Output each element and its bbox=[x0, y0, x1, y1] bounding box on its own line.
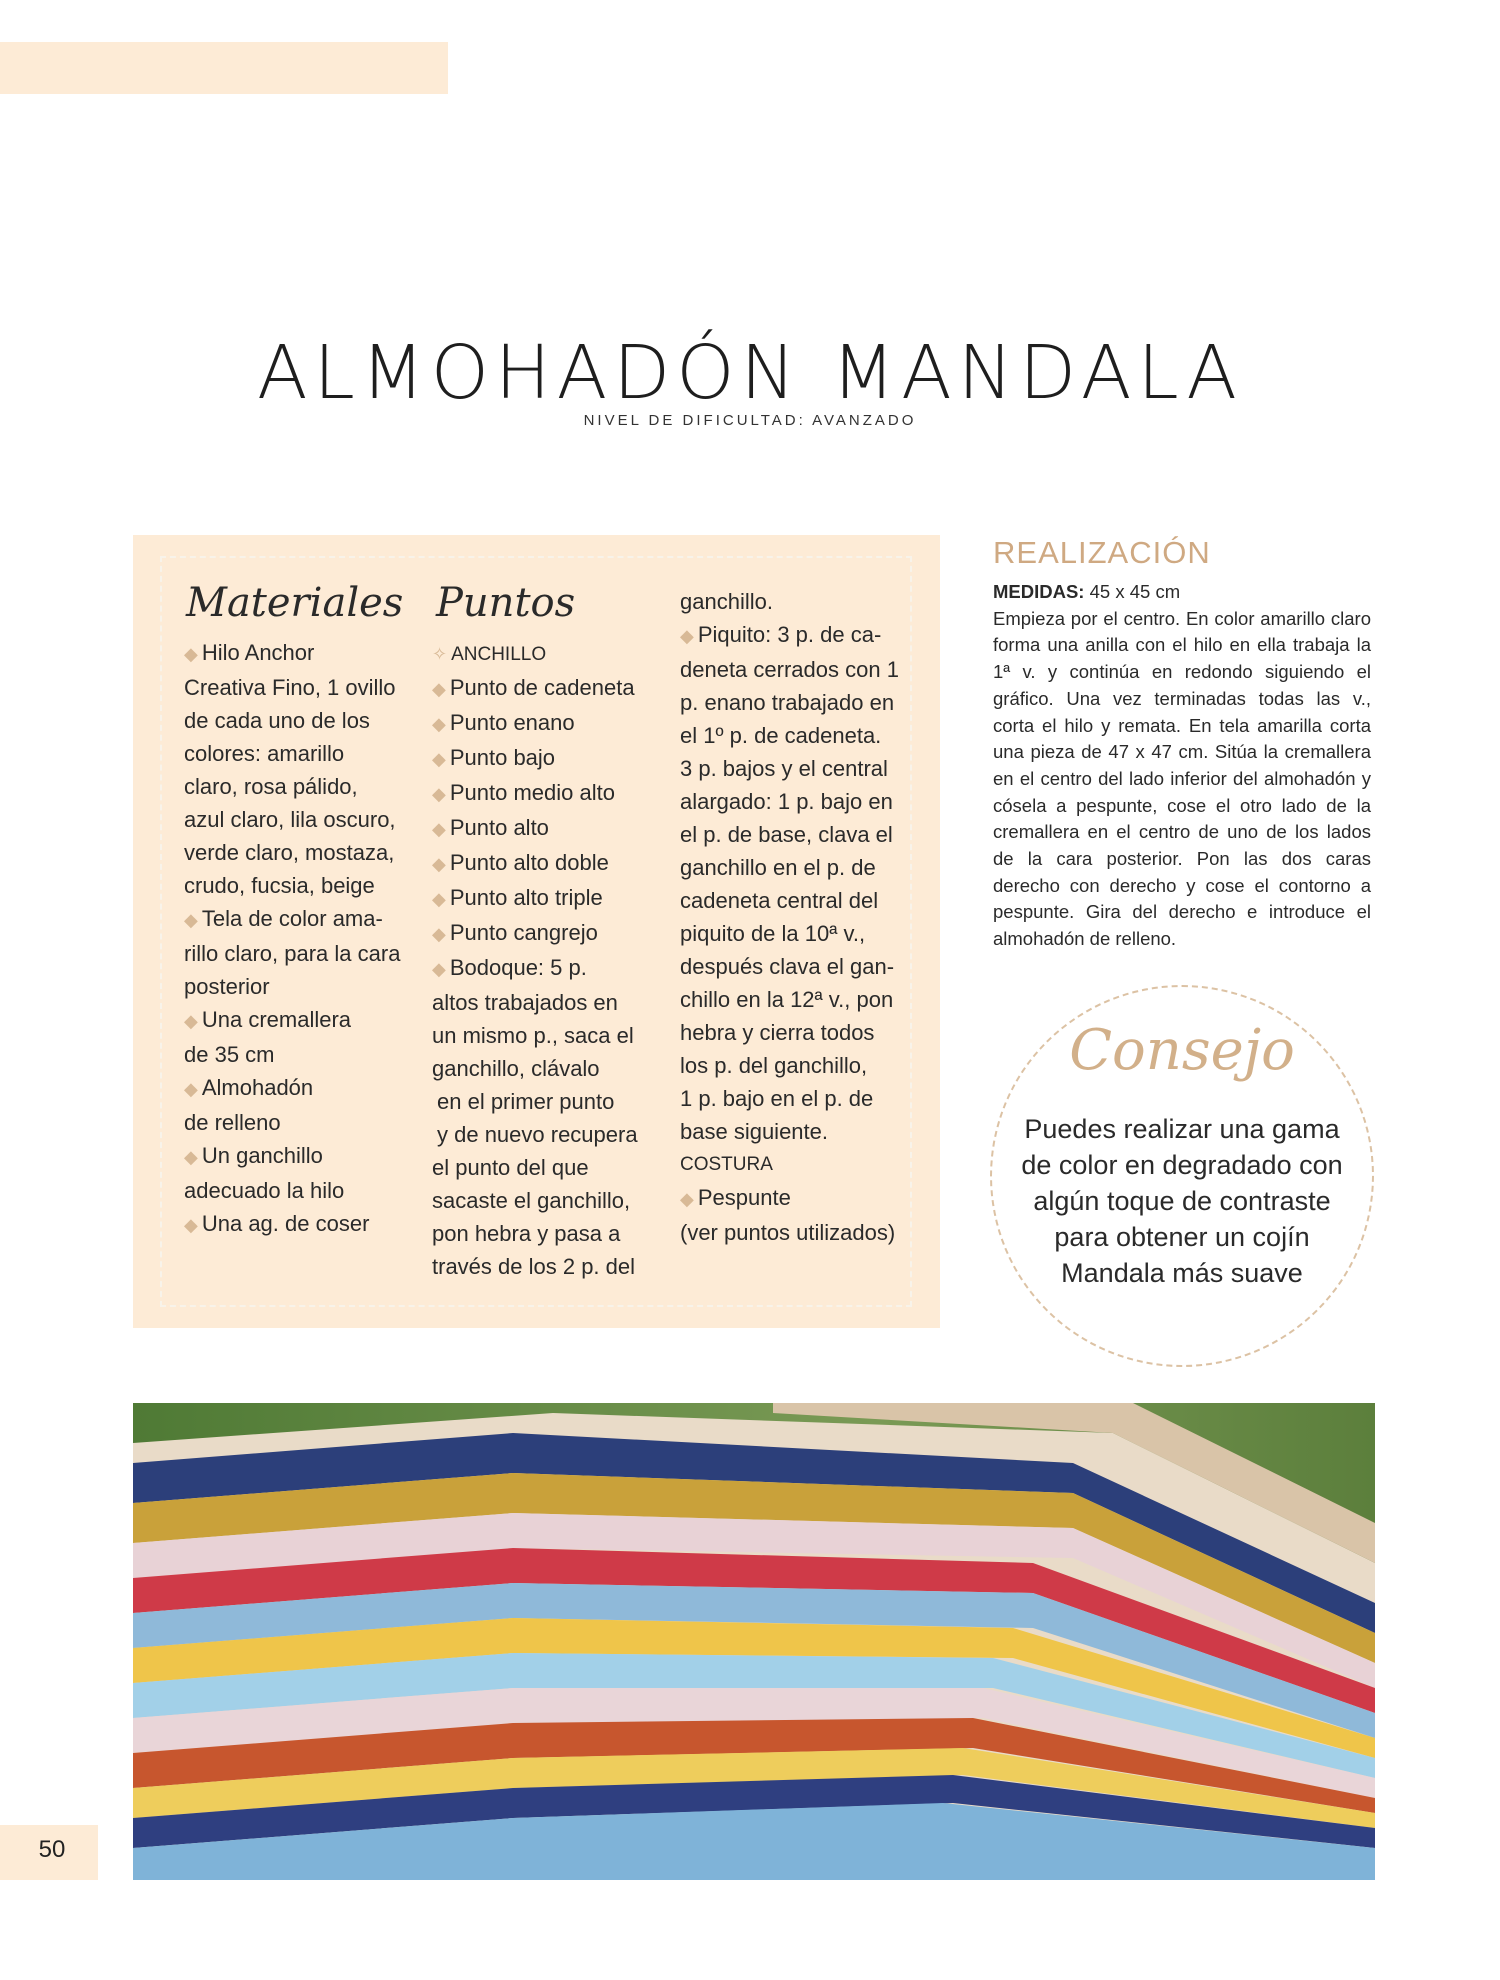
diamond-icon: ◆ bbox=[184, 644, 198, 664]
realizacion-body bbox=[993, 579, 1371, 953]
diamond-icon: ◆ bbox=[432, 959, 446, 979]
puntos-item: ◆ Bodoque: 5 p. bbox=[432, 955, 587, 980]
puntos-line: sacaste el ganchillo, bbox=[432, 1188, 631, 1213]
materiales-line: adecuado la hilo bbox=[184, 1178, 345, 1203]
puntos-item: ◆ Punto bajo bbox=[432, 745, 556, 770]
diamond-icon: ◆ bbox=[432, 854, 446, 874]
col3-line: hebra y cierra todos bbox=[680, 1020, 875, 1045]
consejo-heading: Consejo bbox=[1069, 1018, 1295, 1083]
col3-line: chillo en la 12ª v., pon bbox=[680, 987, 894, 1012]
materiales-heading: Materiales bbox=[186, 580, 404, 626]
col3-line: deneta cerrados con 1 bbox=[680, 657, 899, 682]
materiales-line: crudo, fucsia, beige bbox=[184, 873, 375, 898]
diamond-icon: ◆ bbox=[184, 910, 198, 930]
materiales-list bbox=[184, 636, 404, 1242]
diamond-icon: ◆ bbox=[432, 749, 446, 769]
col3-item: ◆ Piquito: 3 p. de ca- bbox=[680, 622, 882, 647]
diamond-icon: ◆ bbox=[184, 1215, 198, 1235]
col3-line: alargado: 1 p. bajo en bbox=[680, 789, 893, 814]
diamond-icon: ◆ bbox=[432, 924, 446, 944]
page-title: ALMOHADÓN MANDALA bbox=[257, 330, 1243, 416]
diamond-icon: ◆ bbox=[184, 1147, 198, 1167]
puntos-item: ◆ Punto medio alto bbox=[432, 780, 615, 805]
sparkle-icon: ✧ bbox=[432, 644, 448, 664]
puntos-item: ◆ Punto de cadeneta bbox=[432, 675, 635, 700]
crochet-cushion-photo bbox=[133, 1403, 1375, 1880]
materiales-item: ◆ Una ag. de coser bbox=[184, 1211, 370, 1236]
puntos-line: pon hebra y pasa a bbox=[432, 1221, 621, 1246]
materiales-item: ◆ Tela de color ama- bbox=[184, 906, 383, 931]
puntos-item: ◆ Punto alto doble bbox=[432, 850, 609, 875]
materiales-line: colores: amarillo bbox=[184, 741, 345, 766]
diamond-icon: ◆ bbox=[680, 1189, 694, 1209]
diamond-icon: ◆ bbox=[432, 714, 446, 734]
diamond-icon: ◆ bbox=[680, 626, 694, 646]
top-color-band bbox=[0, 42, 448, 94]
puntos-item: ◆ Punto enano bbox=[432, 710, 575, 735]
col3-line: el 1º p. de cadeneta. bbox=[680, 723, 882, 748]
materiales-item: ◆ Almohadón bbox=[184, 1075, 314, 1100]
materiales-item: ◆ Un ganchillo bbox=[184, 1143, 323, 1168]
col3-line: piquito de la 10ª v., bbox=[680, 921, 866, 946]
puntos-anchillo: ✧ ANCHILLO bbox=[432, 644, 547, 665]
puntos-line: el punto del que bbox=[432, 1155, 589, 1180]
medidas-value: 45 x 45 cm bbox=[1089, 581, 1181, 602]
materiales-item: ◆ Una cremallera bbox=[184, 1007, 352, 1032]
puntos-line: través de los 2 p. del bbox=[432, 1254, 636, 1279]
realizacion-paragraph: Empieza por el centro. En color amarillo claro forma una anilla con el hilo en ella trabaja la 1ª v. y continúa en redondo siguiendo el gráfico. Una vez terminadas todas las v., corta el hilo y remata. En tela amarilla corta una pieza de 47 x 47 cm. Sitúa la cremallera en el centro del lado inferior del almohadón y cósela a pespunte, cose el otro lado de la cremallera en el centro de uno de los lados de la cara posterior. Pon las dos caras derecho con derecho y cose el contorno a pespunte. Gira del derecho e introduce el almohadón de relleno. bbox=[993, 607, 1371, 950]
materiales-line: posterior bbox=[184, 974, 270, 999]
puntos-line: ganchillo, clávalo bbox=[432, 1056, 600, 1081]
diamond-icon: ◆ bbox=[432, 679, 446, 699]
col3-line: p. enano trabajado en bbox=[680, 690, 895, 715]
puntos-continued bbox=[680, 585, 900, 1249]
materiales-line: verde claro, mostaza, bbox=[184, 840, 395, 865]
puntos-line: un mismo p., saca el bbox=[432, 1023, 634, 1048]
diamond-icon: ◆ bbox=[432, 819, 446, 839]
costura-label: COSTURA bbox=[680, 1154, 773, 1175]
col3-line: los p. del ganchillo, bbox=[680, 1053, 868, 1078]
puntos-item: ◆ Punto alto triple bbox=[432, 885, 603, 910]
materiales-line: claro, rosa pálido, bbox=[184, 774, 358, 799]
consejo-text: Puedes realizar una gama de color en degradado con algún toque de contraste para obtener un cojín Mandala más suave bbox=[1021, 1114, 1343, 1288]
col3-line: el p. de base, clava el bbox=[680, 822, 893, 847]
materiales-line: de 35 cm bbox=[184, 1042, 275, 1067]
puntos-heading: Puntos bbox=[436, 580, 576, 626]
puntos-list bbox=[432, 636, 652, 1283]
puntos-line: y de nuevo recupera bbox=[437, 1122, 638, 1147]
materiales-line: azul claro, lila oscuro, bbox=[184, 807, 396, 832]
puntos-item: ◆ Punto cangrejo bbox=[432, 920, 598, 945]
col3-line: después clava el gan- bbox=[680, 954, 895, 979]
col3-line: base siguiente. bbox=[680, 1119, 828, 1144]
materiales-line: rillo claro, para la cara bbox=[184, 941, 401, 966]
diamond-icon: ◆ bbox=[432, 784, 446, 804]
diamond-icon: ◆ bbox=[432, 889, 446, 909]
medidas-label: MEDIDAS: bbox=[993, 581, 1085, 602]
col3-line: 1 p. bajo en el p. de bbox=[680, 1086, 874, 1111]
col3-line: (ver puntos utilizados) bbox=[680, 1220, 896, 1245]
materiales-line: Creativa Fino, 1 ovillo bbox=[184, 675, 396, 700]
puntos-line: en el primer punto bbox=[437, 1089, 615, 1114]
realizacion-heading: REALIZACIÓN bbox=[993, 535, 1211, 570]
col3-line: ganchillo en el p. de bbox=[680, 855, 876, 880]
col3-item: ◆ Pespunte bbox=[680, 1185, 791, 1210]
diamond-icon: ◆ bbox=[184, 1011, 198, 1031]
page-number: 50 bbox=[38, 1836, 66, 1863]
materiales-line: de cada uno de los bbox=[184, 708, 370, 733]
col3-line: cadeneta central del bbox=[680, 888, 879, 913]
puntos-line: altos trabajados en bbox=[432, 990, 618, 1015]
materiales-line: de relleno bbox=[184, 1110, 281, 1135]
diamond-icon: ◆ bbox=[184, 1079, 198, 1099]
col3-line: ganchillo. bbox=[680, 589, 773, 614]
col3-line: 3 p. bajos y el central bbox=[680, 756, 888, 781]
puntos-item: ◆ Punto alto bbox=[432, 815, 549, 840]
materiales-item: ◆ Hilo Anchor bbox=[184, 640, 315, 665]
difficulty-label: NIVEL DE DIFICULTAD: AVANZADO bbox=[583, 412, 917, 429]
